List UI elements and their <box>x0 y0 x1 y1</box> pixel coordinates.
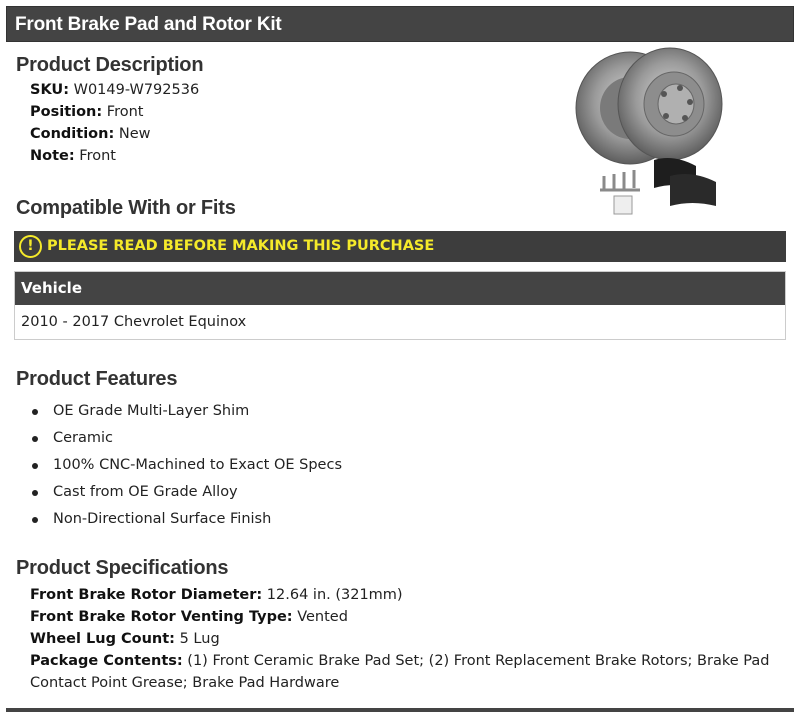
bullet-icon <box>32 490 38 496</box>
sku-line <box>30 80 199 100</box>
position-label: Position: <box>30 104 103 120</box>
bullet-icon <box>32 463 38 469</box>
bullet-icon <box>32 436 38 442</box>
note-value: Front <box>79 148 116 164</box>
bottom-divider <box>6 708 794 712</box>
condition-label: Condition: <box>30 126 115 142</box>
rotor-diameter-line <box>30 584 790 606</box>
bullet-icon <box>32 517 38 523</box>
product-specifications-heading: Product Specifications <box>16 557 229 579</box>
feature-text: OE Grade Multi-Layer Shim <box>53 403 250 419</box>
package-contents-value: (1) Front Ceramic Brake Pad Set; (2) Front Replacement Brake Rotors; Brake Pad Contact Point Grease; Brake Pad Hardware <box>30 653 770 691</box>
venting-type-line <box>30 606 790 628</box>
feature-text: Cast from OE Grade Alloy <box>53 484 238 500</box>
rotor-diameter-label: Front Brake Rotor Diameter: <box>30 587 263 603</box>
venting-type-value: Vented <box>297 609 348 625</box>
specifications-block <box>30 584 790 694</box>
lug-count-value: 5 Lug <box>179 631 220 647</box>
list-item <box>30 479 342 506</box>
list-item <box>30 452 342 479</box>
package-contents-line <box>30 650 790 694</box>
position-value: Front <box>106 104 144 120</box>
position-line <box>30 102 143 122</box>
sku-value: W0149-W792536 <box>73 82 200 98</box>
purchase-warning-bar <box>14 231 786 262</box>
rotor-diameter-value: 12.64 in. (321mm) <box>266 587 403 603</box>
purchase-warning-text: PLEASE READ BEFORE MAKING THIS PURCHASE <box>47 238 435 254</box>
exclamation-circle-icon: ! <box>19 235 42 258</box>
note-line <box>30 146 116 166</box>
compatible-heading: Compatible With or Fits <box>16 197 236 219</box>
list-item <box>30 398 342 425</box>
table-row: 2010 - 2017 Chevrolet Equinox <box>15 305 785 339</box>
condition-line <box>30 124 151 144</box>
note-label: Note: <box>30 148 75 164</box>
title-bar <box>6 6 794 42</box>
bullet-icon <box>32 409 38 415</box>
page-title: Front Brake Pad and Rotor Kit <box>15 14 282 35</box>
product-description-heading: Product Description <box>16 54 204 76</box>
feature-text: 100% CNC-Machined to Exact OE Specs <box>53 457 343 473</box>
list-item <box>30 506 342 533</box>
feature-text: Non-Directional Surface Finish <box>53 511 272 527</box>
product-image <box>570 46 730 224</box>
list-item <box>30 425 342 452</box>
vehicle-table <box>14 271 786 340</box>
lug-count-label: Wheel Lug Count: <box>30 631 175 647</box>
package-contents-label: Package Contents: <box>30 653 183 669</box>
feature-text: Ceramic <box>53 430 114 446</box>
venting-type-label: Front Brake Rotor Venting Type: <box>30 609 293 625</box>
product-features-heading: Product Features <box>16 368 178 390</box>
vehicle-column-header: Vehicle <box>15 272 785 305</box>
sku-label: SKU: <box>30 82 69 98</box>
lug-count-line <box>30 628 790 650</box>
features-list <box>30 398 342 533</box>
condition-value: New <box>118 126 151 142</box>
